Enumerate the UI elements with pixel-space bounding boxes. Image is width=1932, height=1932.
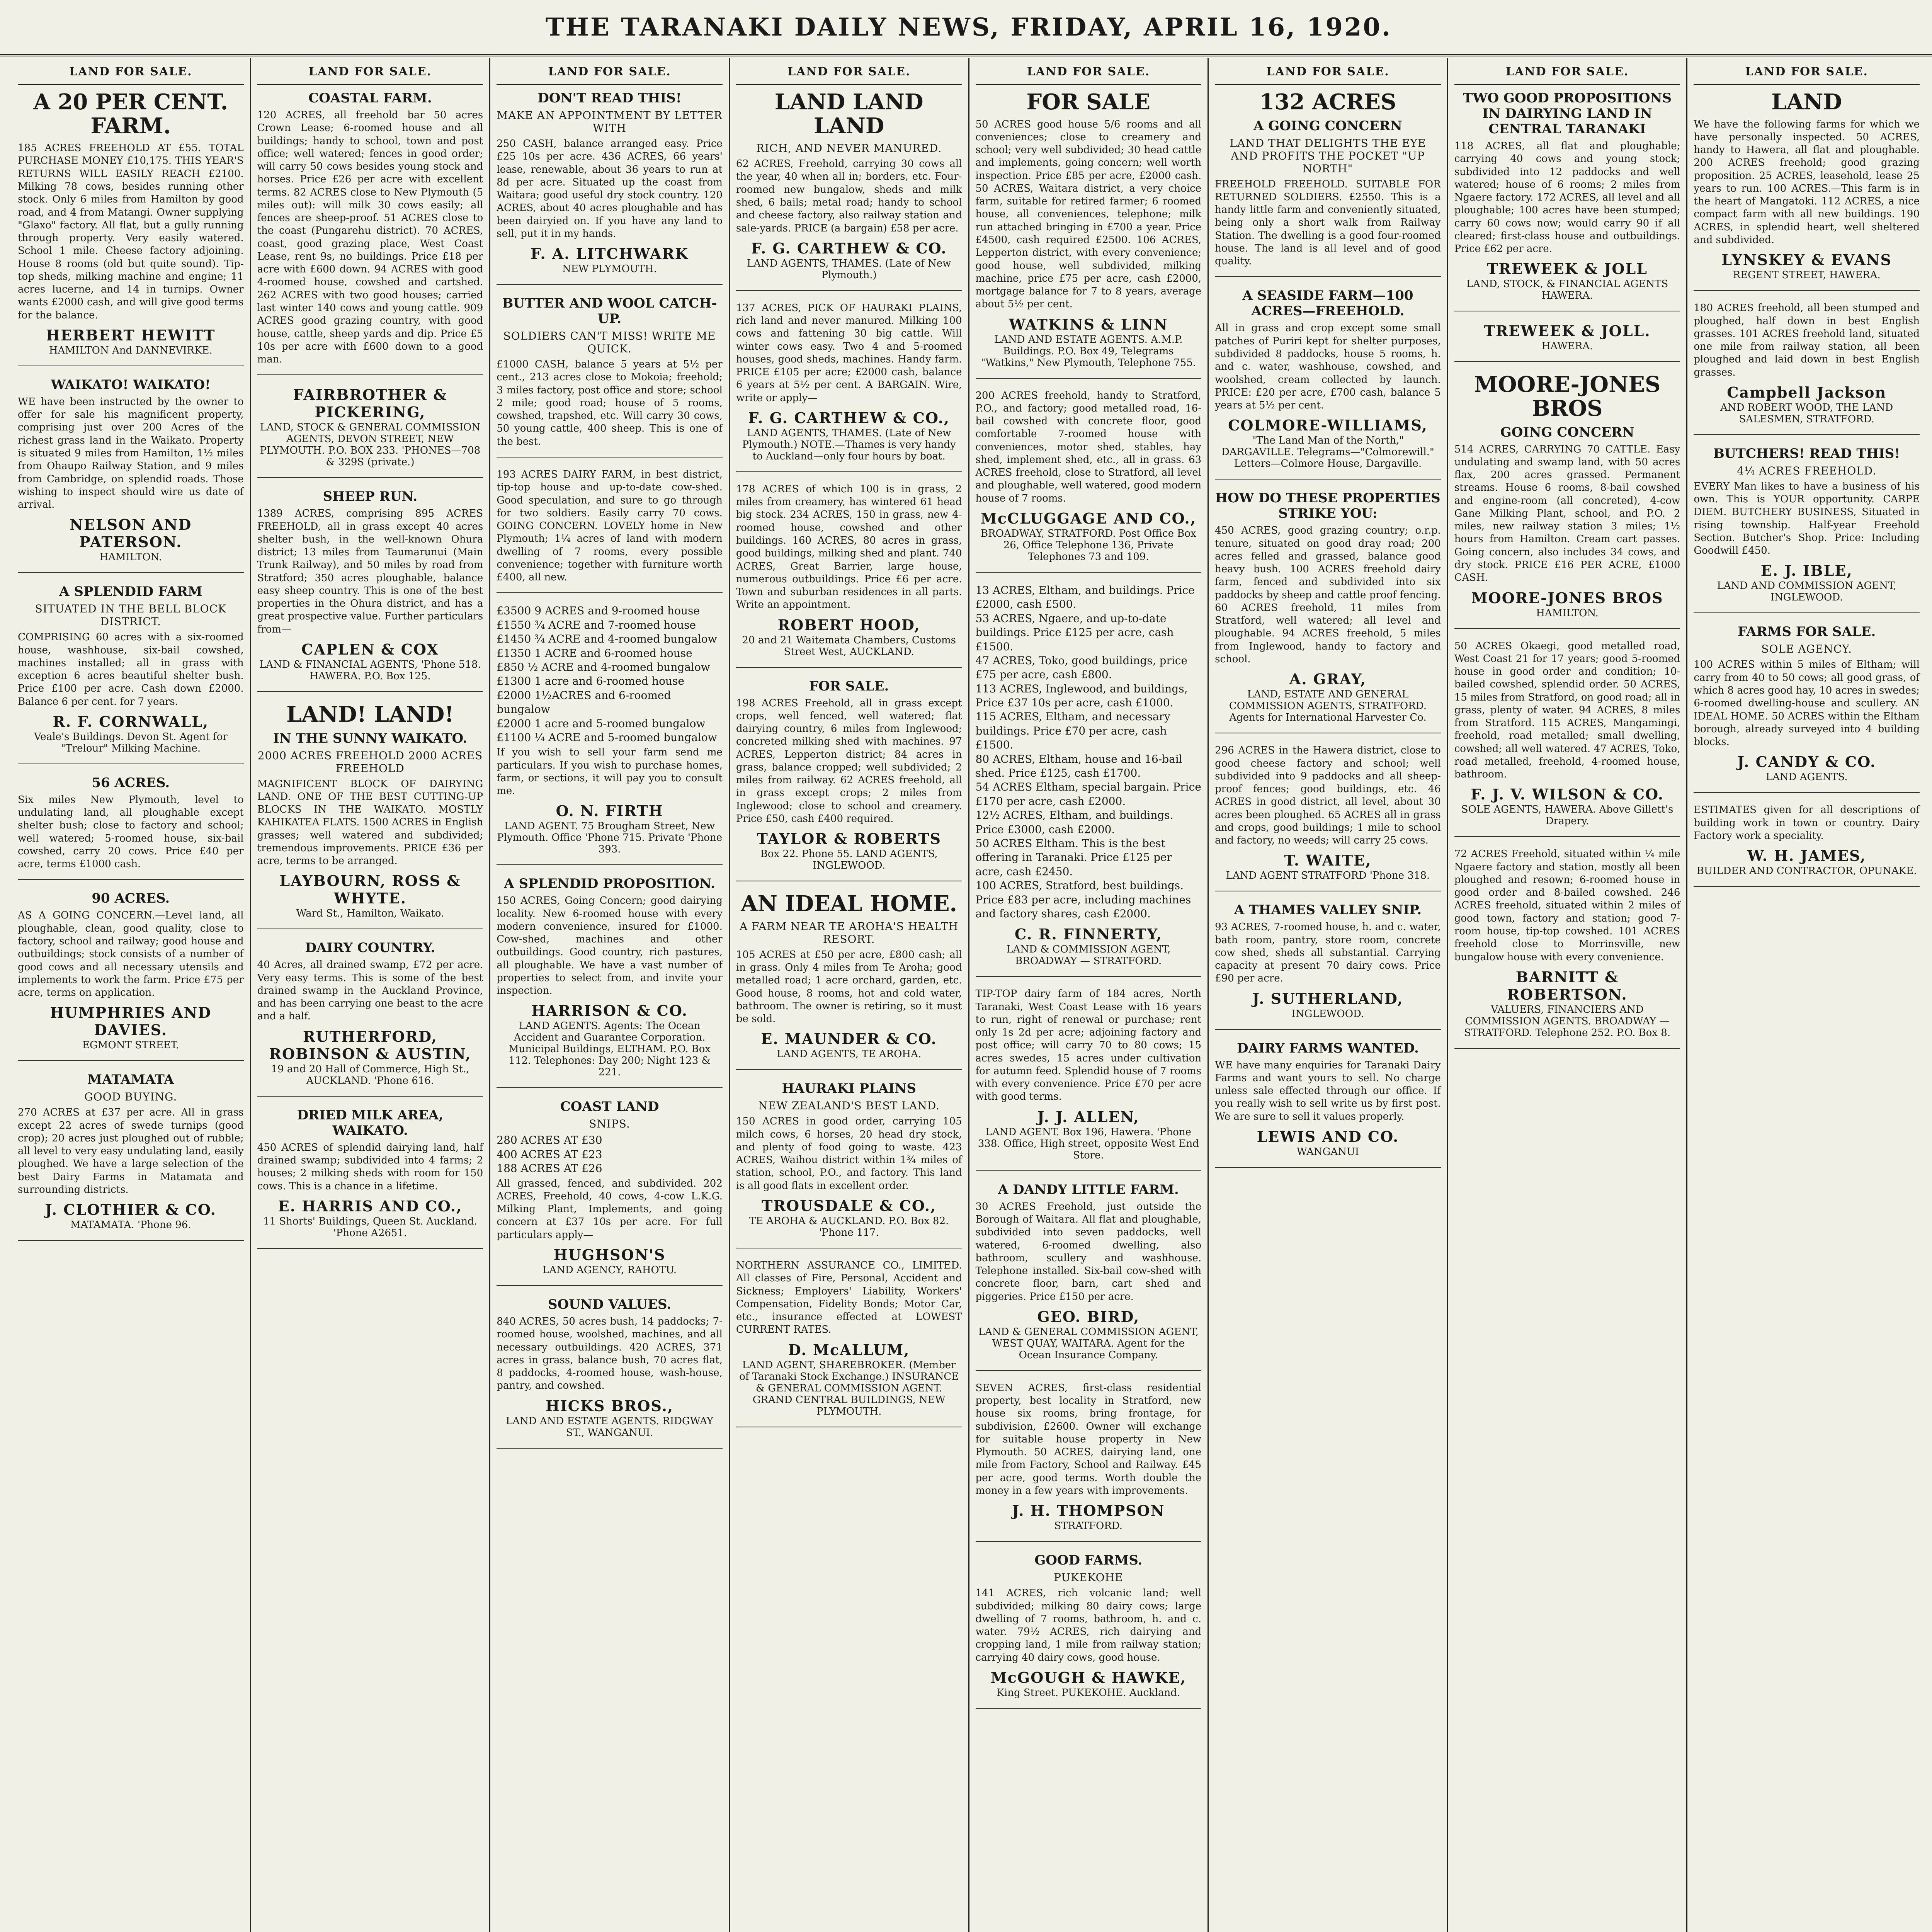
agent-details: LAND & COMMISSION AGENT, BROADWAY — STRATFORD.: [1006, 944, 1171, 967]
agent-details: AND ROBERT WOOD, THE LAND SALESMEN, STRATFORD.: [1720, 401, 1893, 425]
advertisement: [18, 584, 244, 764]
ad-heading: COAST LAND: [560, 1099, 659, 1115]
ad-body: 141 ACRES, rich volcanic land; well subdivided; milking 80 dairy cows; large dwelling of 7 rooms, bathroom, h. and c. water. 79½ ACRES, rich dairying and cropping land, 1 mile from railway station; carrying 40 dairy cows, good house.: [975, 1587, 1202, 1663]
ad-subheading: MAKE AN APPOINTMENT BY LETTER WITH: [497, 109, 723, 134]
advertisement: [1454, 640, 1680, 837]
agent-details: NEW PLYMOUTH.: [562, 263, 657, 275]
ad-body: All grassed, fenced, and subdivided. 202 ACRES, Freehold, 40 cows, 4-cow L.K.G. Milking Plant, Implements, and going concern at £37 10s per acre. For full particulars apply—: [497, 1177, 723, 1241]
agent-details: LAND, STOCK, & FINANCIAL AGENTS HAWERA.: [1466, 278, 1668, 302]
agent-details: LAND AND COMMISSION AGENT, INGLEWOOD.: [1717, 580, 1896, 604]
ad-heading: A SPLENDID FARM: [59, 584, 202, 600]
agent-details: LAND AGENTS, THAMES. (Late of New Plymouth.): [747, 257, 951, 281]
listing-row: 53 ACRES, Ngaere, and up-to-date buildings. Price £125 per acre, cash £1500.: [975, 612, 1174, 653]
listing-row: £1350 1 ACRE and 6-roomed house: [497, 646, 692, 660]
agent-name: HERBERT HEWITT: [46, 326, 216, 344]
column-heading: LAND FOR SALE.: [257, 62, 483, 85]
ad-body: 198 ACRES Freehold, all in grass except crops, well fenced, well watered; flat dairying country, 6 miles from Inglewood; concreted milking shed with machines. 97 ACRES, Lepperton district; 84 acres in grass, balance cropped; well subdivided; 2 miles from railway. 62 ACRES freehold, all in grass except crops; 2 miles from Inglewood; close to school and creamery. Price £50, cash £400 required.: [736, 697, 962, 825]
listing-row: 115 ACRES, Eltham, and necessary buildings. Price £70 per acre, cash £1500.: [975, 710, 1170, 752]
ad-body: 250 CASH, balance arranged easy. Price £25 10s per acre. 436 ACRES, 66 years' lease, renewable, about 36 years to run at 8d per acre. Situated up the coast from Waitara; good useful dry stock country. 120 ACRES, about 40 acres ploughable and has been dairyied on. If you have any land to sell, put it in my hands.: [497, 138, 723, 240]
advertisement: [736, 483, 962, 668]
agent-name: R. F. CORNWALL,: [53, 713, 209, 730]
advertisement: [257, 386, 483, 478]
ad-body: 450 ACRES of splendid dairying land, half drained swamp; subdivided into 4 farms; 2 houses; 2 milking sheds with room for 150 cows. This is a chance in a lifetime.: [257, 1141, 483, 1192]
agent-name: WATKINS & LINN: [1009, 315, 1168, 333]
agent-details: BUILDER AND CONTRACTOR, OPUNAKE.: [1696, 865, 1917, 877]
agent-details: EGMONT STREET.: [82, 1039, 179, 1051]
ad-heading: SOUND VALUES.: [548, 1296, 672, 1312]
ad-body: 120 ACRES, all freehold bar 50 acres Crown Lease; 6-roomed house and all buildings; handy to school, town and post office; well watered; fences in good order; will carry 50 cows besides young stock and horses. Price £26 per acre with excellent terms. 82 ACRES close to New Plymouth (5 miles out): will milk 30 cows easily; all fences are sheep-proof. 51 ACRES close to the coast (Pungarehu district). 70 ACRES, coast, good grazing place, West Coast Lease, rent 9s, no buildings. Price £18 per acre with £600 down. 94 ACRES with good 4-roomed house, cowshed and cartshed. 262 ACRES with two good houses; carried last winter 140 cows and young cattle. 909 ACRES good grazing country, with good house, cattle, sheep yards and dip. Price £5 10s per acre with £600 down to a good man.: [257, 109, 483, 366]
advertisement: [736, 90, 962, 291]
column-2: [251, 58, 491, 1932]
agent-name: McCLUGGAGE AND CO.,: [980, 509, 1196, 527]
advertisement: [976, 583, 1202, 977]
agent-name: A. GRAY,: [1289, 670, 1366, 688]
agent-details: LAND AGENTS, TE AROHA.: [777, 1048, 922, 1060]
advertisement: [18, 377, 244, 573]
agent-details: 11 Shorts' Buildings, Queen St. Auckland. 'Phone A2651.: [263, 1215, 477, 1239]
ad-body: NORTHERN ASSURANCE CO., LIMITED. All classes of Fire, Personal, Accident and Sickness; Employers' Liability, Workers' Compensation, Fidelity Bonds; Motor Car, etc., insurance effected at LOWEST CURRENT RATES.: [736, 1260, 962, 1336]
column-7: [1448, 58, 1688, 1932]
column-8: [1687, 58, 1926, 1932]
agent-details: LAND AGENTS.: [1765, 771, 1848, 783]
advertisement: [1215, 288, 1441, 480]
masthead-title: THE TARANAKI DAILY NEWS, FRIDAY, APRIL 16, 1920.: [545, 12, 1392, 42]
ad-body: 193 ACRES DAIRY FARM, in best district, tip-top house and up-to-date cow-shed. Good speculation, and sure to go through for two soldiers. Easily carry 70 cows. GOING CONCERN. LOVELY home in New Plymouth; 1¼ acres of land with modern dwelling of 7 rooms, every possible convenience; together with furniture worth £400, all new.: [497, 468, 723, 583]
ad-heading: COASTAL FARM.: [308, 90, 432, 106]
agent-details: LAND AGENT, SHAREBROKER. (Member of Taranaki Stock Exchange.) INSURANCE & GENERAL COMMISSION AGENT. GRAND CENTRAL BUILDINGS, NEW PLYMOUTH.: [739, 1359, 959, 1417]
advertisement: [18, 90, 244, 366]
agent-name: J. SUTHERLAND,: [1252, 990, 1403, 1007]
agent-name: LYNSKEY & EVANS: [1721, 251, 1892, 269]
advertisement: [736, 679, 962, 882]
ad-body: WE have been instructed by the owner to offer for sale his magnificent property, comprising just over 200 Acres of the richest grass land in the Waikato. Property is situated 9 miles from Hamilton, 1½ miles from Ohaupo Railway Station, and 9 miles from Cambridge, on splendid roads. Those wishing to inspect should wire us date of arrival.: [18, 396, 244, 511]
listing-row: 280 ACRES AT £30: [497, 1134, 602, 1147]
advertisement: [1694, 446, 1920, 614]
ad-heading: A THAMES VALLEY SNIP.: [1234, 902, 1422, 918]
agent-name: GEO. BIRD,: [1037, 1308, 1140, 1325]
ad-heading: 56 ACRES.: [92, 775, 170, 791]
advertisement: [497, 1099, 723, 1286]
advertisement: [497, 604, 723, 865]
ad-heading: GOING CONCERN: [1500, 424, 1634, 440]
agent-name: F. A. LITCHWARK: [531, 245, 689, 263]
ad-heading: DRIED MILK AREA, WAIKATO.: [297, 1107, 444, 1138]
ad-body: 105 ACRES at £50 per acre, £800 cash; all in grass. Only 4 miles from Te Aroha; good metalled road; 1 acre orchard, garden, etc. Good house, 8 rooms, hot and cold water, bathroom. The owner is retiring, so it must be sold.: [736, 949, 962, 1025]
ad-body: 40 Acres, all drained swamp, £72 per acre. Very easy terms. This is some of the best drained swamp in the Auckland Province, and has been carrying one beast to the acre and a half.: [257, 959, 483, 1022]
column-3: [490, 58, 730, 1932]
ad-heading: GOOD FARMS.: [1034, 1553, 1143, 1568]
ad-subheading: SITUATED IN THE BELL BLOCK DISTRICT.: [35, 602, 226, 628]
listing-row: 50 ACRES Eltham. This is the best offering in Taranaki. Price £125 per acre, cash £2450.: [975, 837, 1172, 878]
ad-body: COMPRISING 60 acres with a six-roomed house, washhouse, six-bail cowshed, machines installed; all in grass with exception 6 acres beautiful shelter bush. Price £100 per acre. Cash down £2000. Balance 6 per cent. for 7 years.: [18, 631, 244, 707]
agent-name: J. CLOTHIER & CO.: [45, 1201, 216, 1219]
column-heading: LAND FOR SALE.: [976, 62, 1202, 85]
listing-row: 47 ACRES, Toko, good buildings, price £75 per acre, cash £800.: [975, 654, 1188, 681]
advertisement: [1215, 902, 1441, 1029]
agent-details: HAWERA.: [1541, 340, 1593, 352]
agent-name: HUMPHRIES AND DAVIES.: [50, 1004, 212, 1039]
ad-heading: A GOING CONCERN: [1253, 118, 1402, 134]
advertisement: [1694, 90, 1920, 291]
agent-name: MOORE-JONES BROS: [1471, 589, 1663, 607]
agent-details: BROADWAY, STRATFORD. Post Office Box 26, Office Telephone 136, Private Telephones 73 and 109.: [980, 527, 1196, 563]
ad-subheading: SNIPS.: [589, 1117, 630, 1131]
listing-row: 113 ACRES, Inglewood, and buildings, Price £37 10s per acre, cash £1000.: [975, 682, 1188, 709]
advertisement: [497, 1297, 723, 1449]
ad-body: 150 ACRES in good order, carrying 105 milch cows, 6 horses, 20 head dry stock, and plenty of food going to waste. 423 ACRES, Waihou district within 1¾ miles of station, school, P.O., and factory. This land is all good flats in excellent order.: [736, 1116, 962, 1192]
agent-name: McGOUGH & HAWKE,: [990, 1668, 1187, 1686]
agent-details: LAND AGENT. 75 Brougham Street, New Plymouth. Office 'Phone 715. Private 'Phone 393.: [497, 820, 722, 855]
advertisement: [257, 90, 483, 375]
ad-body: 30 ACRES Freehold, just outside the Borough of Waitara. All flat and ploughable, subdivided into seven paddocks, well watered, 6-roomed dwelling, also bathroom, scullery and washhouse. Telephone installed. Six-bail cow-shed with concrete floor, barn, cart shed and piggeries. Price £150 per acre.: [975, 1201, 1202, 1303]
agent-details: Box 22. Phone 55. LAND AGENTS, INGLEWOOD.: [760, 848, 938, 872]
agent-name: F. G. CARTHEW & CO.,: [748, 409, 950, 427]
ad-body: 180 ACRES freehold, all been stumped and ploughed, half down in best English grasses. 101 ACRES freehold land, situated one mile from railway station, all been ploughed and laid down in best English grasses.: [1694, 302, 1920, 378]
ad-subheading: RICH, AND NEVER MANURED.: [756, 142, 942, 155]
advertisement: [976, 1182, 1202, 1371]
agent-details: LAND AGENTS, THAMES. (Late of New Plymouth.) NOTE.—Thames is very handy to Auckland—only four hours by boat.: [742, 427, 956, 462]
agent-name: LAYBOURN, ROSS & WHYTE.: [279, 872, 461, 907]
agent-details: STRATFORD.: [1054, 1520, 1123, 1532]
agent-details: WANGANUI: [1296, 1146, 1359, 1158]
listing-row: 80 ACRES, Eltham, house and 16-bail shed. Price £125, cash £1700.: [975, 752, 1182, 780]
ad-heading: HAURAKI PLAINS: [782, 1081, 916, 1097]
ad-body: TIP-TOP dairy farm of 184 acres, North Taranaki, West Coast Lease with 16 years to run, right of renewal or purchase; rent only 1s 2d per acre; adjoining factory and post office; will carry 70 to 80 cows; 15 acres swedes, 15 acres under cultivation for autumn feed. Splendid house of 7 rooms with every convenience. Price £70 per acre with good terms.: [975, 988, 1202, 1103]
ad-heading: TWO GOOD PROPOSITIONS IN DAIRYING LAND IN CENTRAL TARANAKI: [1463, 90, 1672, 137]
advertisement: [257, 1107, 483, 1249]
advertisement: [736, 1259, 962, 1427]
advertisement: [497, 876, 723, 1088]
agent-details: LAND AGENTS. Agents: The Ocean Accident and Guarantee Corporation. Municipal Buildings, ELTHAM. P.O. Box 112. Telephones: Day 200; Night 123 & 221.: [509, 1020, 711, 1078]
agent-name: TREWEEK & JOLL: [1487, 260, 1648, 278]
advertisement: [1215, 490, 1441, 733]
ad-body: ESTIMATES given for all descriptions of building work in town or country. Dairy Factory work a speciality.: [1694, 804, 1920, 842]
agent-name: D. McALLUM,: [788, 1341, 910, 1359]
ad-body: AS A GOING CONCERN.—Level land, all ploughable, clean, good quality, close to factory, school and railway; good house and outbuildings; stock consists of a number of good cows and all necessary utensils and implements to work the farm. Price £75 per acre, terms on application.: [18, 910, 244, 999]
agent-name: HARRISON & CO.: [531, 1002, 688, 1020]
ad-heading: HOW DO THESE PROPERTIES STRIKE YOU:: [1215, 490, 1440, 522]
agent-details: LAND AND ESTATE AGENTS. RIDGWAY ST., WANGANUI.: [506, 1415, 714, 1439]
classified-columns: [12, 58, 1926, 1932]
ad-heading: DON'T READ THIS!: [537, 90, 682, 106]
advertisement: [257, 489, 483, 692]
ad-body: 72 ACRES Freehold, situated within ¼ mile Ngaere factory and station, mostly all been ploughed and resown; 6-roomed house in good order and 8-bailed cowshed. 246 ACRES freehold, situated within 2 miles of good town, factory and station; good 7-room house, tip-top cowshed. 101 ACRES freehold close to Morrinsville, new bungalow house with every convenience.: [1454, 848, 1680, 963]
ad-body: 840 ACRES, 50 acres bush, 14 paddocks; 7-roomed house, woolshed, machines, and all necessary outbuildings. 420 ACRES, 371 acres in grass, balance bush, 70 acres flat, 8 paddocks, 4-roomed house, wash-house, pantry, and cowshed.: [497, 1315, 723, 1392]
ad-subheading: SOLE AGENCY.: [1761, 643, 1852, 656]
listing-row: 54 ACRES Eltham, special bargain. Price £170 per acre, cash £2000.: [975, 781, 1201, 808]
agent-name: E. MAUNDER & CO.: [761, 1030, 937, 1048]
column-heading: LAND FOR SALE.: [1454, 62, 1680, 85]
agent-name: TAYLOR & ROBERTS: [757, 830, 941, 848]
ad-headline: LAND LAND LAND: [774, 89, 923, 139]
ad-body: FREEHOLD FREEHOLD. SUITABLE FOR RETURNED SOLDIERS. £2550. This is a handy little farm and conveniently situated, being only a short walk from Railway Station. The dwelling is a good four-roomed house. The land is all level and of good quality.: [1215, 178, 1441, 267]
ad-headline: LAND! LAND!: [286, 701, 454, 727]
agent-name: FAIRBROTHER & PICKERING,: [293, 386, 447, 421]
ad-body: 178 ACRES of which 100 is in grass, 2 miles from creamery, has wintered 61 head big stock. 234 ACRES, 150 in grass, new 4-roomed house, cowshed and other buildings. 160 ACRES, 80 acres in grass, good buildings, milking shed and plant. 740 ACRES, Great Barrier, large house, numerous outbuildings. Price £6 per acre. Town and suburban residences in all parts. Write an appointment.: [736, 483, 962, 611]
ad-body: Six miles New Plymouth, level to undulating land, all ploughable except shelter bush; close to factory and school; well watered; 5-roomed house, six-bail cowshed, carry 20 cows. Price £40 per acre, terms £1000 cash.: [18, 794, 244, 870]
column-4: [730, 58, 969, 1932]
agent-details: VALUERS, FINANCIERS AND COMMISSION AGENTS. BROADWAY — STRATFORD. Telephone 252. P.O. Box 8.: [1464, 1003, 1671, 1039]
agent-name: COLMORE-WILLIAMS,: [1228, 417, 1428, 434]
ad-subheading: GOOD BUYING.: [84, 1090, 177, 1104]
ad-headline: A 20 PER CENT. FARM.: [33, 89, 228, 139]
ad-subheading: LAND THAT DELIGHTS THE EYE AND PROFITS THE POCKET "UP NORTH": [1230, 136, 1426, 175]
agent-details: MATAMATA. 'Phone 96.: [70, 1219, 191, 1231]
listing-row: £2000 1 acre and 5-roomed bungalow: [497, 717, 706, 730]
ad-heading: FARMS FOR SALE.: [1738, 624, 1876, 640]
ad-body: 50 ACRES Okaegi, good metalled road, West Coast 21 for 17 years; good 5-roomed house in good order and condition; 10-bailed cowshed, splendid order. 50 ACRES, 15 miles from Stratford, on good road; all in grass, plenty of water. 94 ACRES, 8 miles from Stratford. 115 ACRES, Mangamingi, freehold, road metalled; small dwelling, cowshed; all well watered. 47 ACRES, Toko, road metalled, freehold, 4-roomed house, bathroom.: [1454, 640, 1680, 781]
ad-body: 93 ACRES, 7-roomed house, h. and c. water, bath room, pantry, store room, concrete cow shed, sheds all substantial. Carrying capacity at present 70 dairy cows. Price £90 per acre.: [1215, 921, 1441, 985]
advertisement: [18, 775, 244, 880]
ad-heading: MATAMATA: [87, 1072, 174, 1088]
agent-name: ROBERT HOOD,: [777, 616, 920, 634]
ad-body: 200 ACRES freehold, handy to Stratford, P.O., and factory; good metalled road, 16-bail cowshed with concrete floor, good comfortable 7-roomed house with conveniences, motor shed, stables, hay shed, implement shed, etc., all in grass. 63 ACRES freehold, close to Stratford, all level and ploughable, well watered, good modern house of 7 rooms.: [975, 389, 1202, 504]
column-heading: LAND FOR SALE.: [736, 62, 962, 85]
listing-row: £3500 9 ACRES and 9-roomed house: [497, 604, 700, 617]
agent-name: NELSON AND PATERSON.: [70, 516, 192, 551]
ad-body: We have the following farms for which we have personally inspected. 50 ACRES, handy to Hawera, all flat and ploughable. 200 ACRES freehold; good grazing proposition. 25 ACRES, leasehold, lease 25 years to run. 100 ACRES.—This farm is in the heart of Mangatoki. 112 ACRES, a nice compact farm with all new buildings. 190 ACRES, in splendid heart, well sheltered and subdivided.: [1694, 118, 1920, 246]
agent-details: King Street. PUKEKOHE. Auckland.: [997, 1687, 1180, 1699]
advertisement: [1694, 302, 1920, 435]
ad-headline: FOR SALE: [1026, 89, 1151, 115]
ad-body: 296 ACRES in the Hawera district, close to good cheese factory and school; well subdivided into 9 paddocks and all sheep-proof fences; good buildings, etc. 46 ACRES in good district, all level, about 30 acres been ploughed. 65 ACRES all in grass and crops, good buildings; 1 mile to school and factory, no weeds; will carry 25 cows.: [1215, 745, 1441, 847]
ad-subheading: PUKEKOHE: [1054, 1571, 1123, 1584]
ad-body: 62 ACRES, Freehold, carrying 30 cows all the year, 40 when all in; borders, etc. Four-roomed new bungalow, sheds and milk shed, 6 bails; metal road; handy to school and cheese factory, also railway station and sale-yards. PRICE (a bargain) £58 per acre.: [736, 158, 962, 234]
listing-row: £1300 1 acre and 6-roomed house: [497, 675, 684, 688]
agent-name: TROUSDALE & CO.,: [762, 1197, 937, 1214]
advertisement: [736, 1081, 962, 1248]
agent-name: J. CANDY & CO.: [1737, 753, 1876, 771]
column-heading: LAND FOR SALE.: [497, 62, 723, 85]
agent-details: REGENT STREET, HAWERA.: [1733, 269, 1881, 281]
ad-body: 150 ACRES, Going Concern; good dairying locality. New 6-roomed house with every modern convenience, insured for £1000. Cow-shed, machines and other outbuildings. Good country, rich pastures, all ploughable. We have a vast number of properties to select from, and invite your inspection.: [497, 895, 723, 997]
agent-details: TE AROHA & AUCKLAND. P.O. Box 82. 'Phone 117.: [749, 1215, 949, 1238]
agent-details: LAND, ESTATE AND GENERAL COMMISSION AGENTS, STRATFORD. Agents for International Harvester Co.: [1229, 689, 1427, 724]
agent-name: BARNITT & ROBERTSON.: [1507, 968, 1628, 1003]
agent-details: Ward St., Hamilton, Waikato.: [296, 908, 444, 920]
listing-row: 400 ACRES AT £23: [497, 1148, 602, 1161]
agent-name: F. G. CARTHEW & CO.: [751, 239, 947, 257]
ad-body: £1000 CASH, balance 5 years at 5½ per cent., 213 acres close to Mokoia; freehold; 3 miles factory, post office and store; school 2 mile; good road; house of 5 rooms, cowshed, trapshed, etc. Will carry 30 cows, 50 young cattle, 400 sheep. This is one of the best.: [497, 359, 723, 447]
ad-subheading: A FARM NEAR TE AROHA'S HEALTH RESORT.: [740, 920, 959, 946]
ad-heading: IN THE SUNNY WAIKATO.: [273, 730, 468, 746]
agent-details: LAND, STOCK & GENERAL COMMISSION AGENTS, DEVON STREET, NEW PLYMOUTH. P.O. BOX 233. 'PHONES—708 & 329S (private.): [260, 422, 481, 468]
ad-body: MAGNIFICENT BLOCK OF DAIRYING LAND. ONE OF THE BEST CUTTING-UP BLOCKS IN THE WAIKATO. MOSTLY KAHIKATEA FLATS. 1500 ACRES in English grasses; well watered and subdivided; tremendous improvements. PRICE £36 per acre, terms to be arranged.: [257, 778, 483, 867]
agent-details: INGLEWOOD.: [1291, 1008, 1364, 1020]
ad-body: 185 ACRES FREEHOLD AT £55. TOTAL PURCHASE MONEY £10,175. THIS YEAR'S RETURNS WILL EASILY REACH £2100. Milking 78 cows, besides running other stock. Only 6 miles from Hamilton by good road, and 4 from Matangi. Owner supplying "Glaxo" factory. All flat, but a gully running through property. Very easily watered. School 1 mile. Cheese factory adjoining. House 8 rooms (old but quite sound). Tip-top sheds, milking machine and engine; 11 acres lucerne, and 14 in turnips. Owner wants £2000 cash, and will give good terms for the balance.: [18, 142, 244, 321]
ad-body: All in grass and crop except some small patches of Puriri kept for shelter purposes, subdivided 8 paddocks, house 5 rooms, h. and c. water, washhouse, cowshed, and woolshed, cream collected by launch. PRICE: £20 per acre, £700 cash, balance 5 years at 5½ per cent.: [1215, 322, 1441, 412]
agent-details: LAND AGENT STRATFORD 'Phone 318.: [1226, 870, 1430, 882]
newspaper-masthead: [0, 0, 1932, 56]
advertisement: [976, 1382, 1202, 1542]
ad-body: EVERY Man likes to have a business of his own. This is YOUR opportunity. CARPE DIEM. BUTCHERY BUSINESS, Situated in rising township. Half-year Freehold Section. Butcher's Shop. Price: Including Goodwill £450.: [1694, 480, 1920, 557]
ad-body: 137 ACRES, PICK OF HAURAKI PLAINS, rich land and never manured. Milking 100 cows and fattening 30 big cattle. Will winter cows easy. Two 4 and 5-roomed houses, good sheds, machines. Handy farm. PRICE £105 per acre; £2000 cash, balance 6 years at 5½ per cent. A BARGAIN. Wire, write or apply—: [736, 302, 962, 404]
advertisement: [976, 90, 1202, 379]
ad-headline: 132 ACRES: [1259, 89, 1396, 115]
ad-heading: WAIKATO! WAIKATO!: [51, 377, 211, 393]
ad-body: SEVEN ACRES, first-class residential property, best locality in Stratford, new house six rooms, bring frontage, for subdivision, £2600. Owner will exchange for suitable house property in New Plymouth. 50 ACRES, dairying land, one mile from Factory, School and Railway. £45 per acre, good terms. Worth double the money in a few years with improvements.: [975, 1382, 1202, 1497]
agent-name: C. R. FINNERTY,: [1014, 925, 1162, 943]
agent-name: T. WAITE,: [1284, 852, 1372, 869]
listing-row: 188 ACRES AT £26: [497, 1162, 602, 1175]
ad-heading: SHEEP RUN.: [323, 489, 418, 505]
ad-body: WE have many enquiries for Taranaki Dairy Farms and want yours to sell. No charge unless sale effected through our office. If you really wish to sell write us by first post. We are sure to sell it values properly.: [1215, 1059, 1441, 1122]
listing-row: £1100 ¼ ACRE and 5-roomed bungalow: [497, 731, 717, 744]
ad-heading: DAIRY FARMS WANTED.: [1237, 1040, 1419, 1056]
column-heading: LAND FOR SALE.: [1694, 62, 1920, 85]
agent-details: LAND AGENCY, RAHOTU.: [543, 1264, 677, 1276]
column-5: [969, 58, 1209, 1932]
agent-name: HICKS BROS.,: [546, 1397, 674, 1415]
ad-heading: DAIRY COUNTRY.: [305, 940, 435, 956]
advertisement: [497, 296, 723, 457]
ad-body: 450 ACRES, good grazing country; o.r.p. tenure, situated on good dray road; 200 acres felled and grassed, balance good heavy bush. 100 ACRES freehold dairy farm, fenced and subdivided into six paddocks by sheep and cattle proof fencing. 60 ACRES freehold, 11 miles from Stratford, well watered; all level and ploughable. 94 ACRES freehold, 5 miles from Inglewood, handy to factory and school.: [1215, 525, 1441, 665]
ad-headline: MOORE-JONES BROS: [1474, 372, 1661, 421]
ad-heading: A SPLENDID PROPOSITION.: [504, 876, 715, 892]
agent-name: RUTHERFORD, ROBINSON & AUSTIN,: [269, 1027, 471, 1063]
listing-row: £2000 1½ACRES and 6-roomed bungalow: [497, 689, 671, 716]
ad-heading: A SEASIDE FARM—100 ACRES—FREEHOLD.: [1242, 288, 1413, 319]
agent-name: Campbell Jackson: [1727, 383, 1887, 401]
column-heading: LAND FOR SALE.: [1215, 62, 1441, 85]
agent-name: HUGHSON'S: [553, 1246, 666, 1264]
listing-row: 100 ACRES, Stratford, best buildings. Price £83 per acre, including machines and factory shares, cash £2000.: [975, 879, 1191, 920]
advertisement: [18, 891, 244, 1061]
advertisement: [1215, 744, 1441, 891]
agent-name: F. J. V. WILSON & CO.: [1471, 786, 1664, 803]
advertisement: [1454, 322, 1680, 362]
ad-subheading: SOLDIERS CAN'T MISS! WRITE ME QUICK.: [503, 330, 716, 355]
agent-details: HAMILTON And DANNEVIRKE.: [49, 344, 213, 356]
agent-details: LAND AGENT. Box 196, Hawera. 'Phone 338. Office, High street, opposite West End Store.: [978, 1126, 1199, 1161]
agent-details: LAND & GENERAL COMMISSION AGENT, WEST QUAY, WAITARA. Agent for the Ocean Insurance Company.: [978, 1326, 1199, 1361]
ad-subheading: NEW ZEALAND'S BEST LAND.: [758, 1099, 940, 1112]
listing-row: £850 ½ ACRE and 4-roomed bungalow: [497, 660, 710, 673]
advertisement: [18, 1072, 244, 1241]
agent-details: LAND & FINANCIAL AGENTS, 'Phone 518. HAWERA. P.O. Box 125.: [259, 658, 481, 682]
column-6: [1209, 58, 1448, 1932]
ad-headline: AN IDEAL HOME.: [741, 891, 957, 917]
advertisement: [497, 90, 723, 285]
ad-body: 50 ACRES good house 5/6 rooms and all conveniences; close to creamery and school; very well subdivided; 30 head cattle and implements, going concern; well worth inspection. Price £85 per acre, £2000 cash. 50 ACRES, Waitara district, a very choice farm, suitable for retired farmer; 6 roomed house, all conveniences, telephone; milk run attached bringing in £700 a year. Price £4500, cash required £2500. 106 ACRES, Lepperton district, with every convenience; good house, well subdivided, milking machine, price £75 per acre, cash £2000, mortgage balance for 7 to 8 years, average about 5½ per cent.: [975, 118, 1202, 310]
listing-row: £1450 ¾ ACRE and 4-roomed bungalow: [497, 633, 717, 646]
advertisement: [1694, 624, 1920, 793]
agent-details: SOLE AGENTS, HAWERA. Above Gillett's Drapery.: [1461, 804, 1673, 827]
ad-heading: BUTTER AND WOOL CATCH-UP.: [502, 296, 717, 327]
advertisement: [736, 892, 962, 1070]
ad-body: 1389 ACRES, comprising 895 ACRES FREEHOLD, all in grass except 40 acres shelter bush, in the well-known Ohura district; 13 miles from Taumarunui (Main Trunk Railway), and 50 miles by road from Stratford; 350 acres ploughable, balance easy sheep country. This is one of the best properties in the Ohura district, and has a great prospective value. Further particulars from—: [257, 508, 483, 635]
ad-heading: FOR SALE.: [809, 678, 889, 694]
column-1: [12, 58, 251, 1932]
advertisement: [1454, 848, 1680, 1048]
ad-headline: LAND: [1771, 89, 1842, 115]
ad-body: 100 ACRES within 5 miles of Eltham; will carry from 40 to 50 cows; all good grass, of which 8 acres good hay, 10 acres in swedes; 6-roomed dwelling-house and scullery. AN IDEAL HOME. 50 ACRES within the Eltham borough, already surveyed into 4 building blocks.: [1694, 659, 1920, 748]
agent-name: J. H. THOMPSON: [1012, 1502, 1165, 1520]
agent-details: 19 and 20 Hall of Commerce, High St., AUCKLAND. 'Phone 616.: [271, 1063, 469, 1087]
listing-row: 12½ ACRES, Eltham, and buildings. Price £3000, cash £2000.: [975, 809, 1173, 836]
advertisement: [736, 302, 962, 472]
column-heading: LAND FOR SALE.: [18, 62, 244, 85]
agent-details: "The Land Man of the North," DARGAVILLE. Telegrams—"Colmorewill." Letters—Colmore House, Dargaville.: [1221, 435, 1434, 470]
ad-subheading: 2000 ACRES FREEHOLD 2000 ACRES FREEHOLD: [257, 749, 483, 775]
listing-row: £1550 ¾ ACRE and 7-roomed house: [497, 618, 696, 631]
agent-name: LEWIS AND CO.: [1257, 1128, 1399, 1146]
ad-subheading: 4¼ ACRES FREEHOLD.: [1737, 464, 1877, 477]
advertisement: [976, 1553, 1202, 1709]
advertisement: [1694, 804, 1920, 887]
ad-body: 514 ACRES, CARRYING 70 CATTLE. Easy undulating and swamp land, with 50 acres flax, 200 acres grassed. Permanent streams. House 6 rooms, 8-bail cowshed and engine-room (all concreted), 4-cow Gane Milking Plant, school, and P.O. 2 miles, new railway station 3 miles; 1½ hours from Hamilton. Cream cart passes. Going concern, also includes 34 cows, and dry stock. PRICE £16 PER ACRE, £1000 CASH.: [1454, 443, 1680, 584]
agent-name: E. HARRIS AND CO.,: [278, 1197, 463, 1215]
agent-name: TREWEEK & JOLL.: [1484, 322, 1651, 340]
agent-details: HAMILTON.: [99, 551, 162, 563]
ad-heading: A DANDY LITTLE FARM.: [998, 1182, 1179, 1197]
agent-details: Veale's Buildings. Devon St. Agent for "Trelour" Milking Machine.: [34, 731, 228, 754]
advertisement: [497, 468, 723, 593]
ad-body: 270 ACRES at £37 per acre. All in grass except 22 acres of swede turnips (good crop); 20 acres just ploughed out of rubble; all level to very easy undulating land, easily ploughed. We have a large selection of the best Dairy Farms in Matamata and surrounding districts.: [18, 1107, 244, 1196]
agent-name: W. H. JAMES,: [1747, 847, 1866, 865]
agent-details: HAMILTON.: [1536, 607, 1599, 619]
advertisement: [257, 940, 483, 1096]
ad-heading: BUTCHERS! READ THIS!: [1713, 446, 1900, 461]
agent-name: E. J. IBLE,: [1760, 562, 1853, 580]
advertisement: [1454, 373, 1680, 629]
agent-name: J. J. ALLEN,: [1037, 1108, 1140, 1126]
ad-body: If you wish to sell your farm send me particulars. If you wish to purchase homes, farm, or sections, it will pay you to consult me.: [497, 747, 723, 797]
ad-heading: 90 ACRES.: [92, 891, 170, 906]
ad-body: 118 ACRES, all flat and ploughable; carrying 40 cows and young stock; subdivided into 12 paddocks and well watered; house of 6 rooms; 2 miles from Ngaere factory. 172 ACRES, all level and all ploughable; 100 acres have been stumped; carry 60 cows now; would carry 90 if all cleared; first-class house and outbuildings. Price £62 per acre.: [1454, 140, 1680, 255]
advertisement: [257, 703, 483, 929]
agent-name: CAPLEN & COX: [301, 640, 439, 658]
advertisement: [976, 988, 1202, 1171]
advertisement: [976, 389, 1202, 573]
listing-row: 13 ACRES, Eltham, and buildings. Price £2000, cash £500.: [975, 583, 1195, 611]
agent-details: 20 and 21 Waitemata Chambers, Customs Street West, AUCKLAND.: [742, 634, 956, 658]
advertisement: [1215, 90, 1441, 277]
advertisement: [1215, 1041, 1441, 1168]
advertisement: [1454, 90, 1680, 311]
agent-name: O. N. FIRTH: [556, 802, 663, 820]
agent-details: LAND AND ESTATE AGENTS. A.M.P. Buildings. P.O. Box 49, Telegrams "Watkins," New Plymouth, Telephone 755.: [981, 333, 1196, 369]
